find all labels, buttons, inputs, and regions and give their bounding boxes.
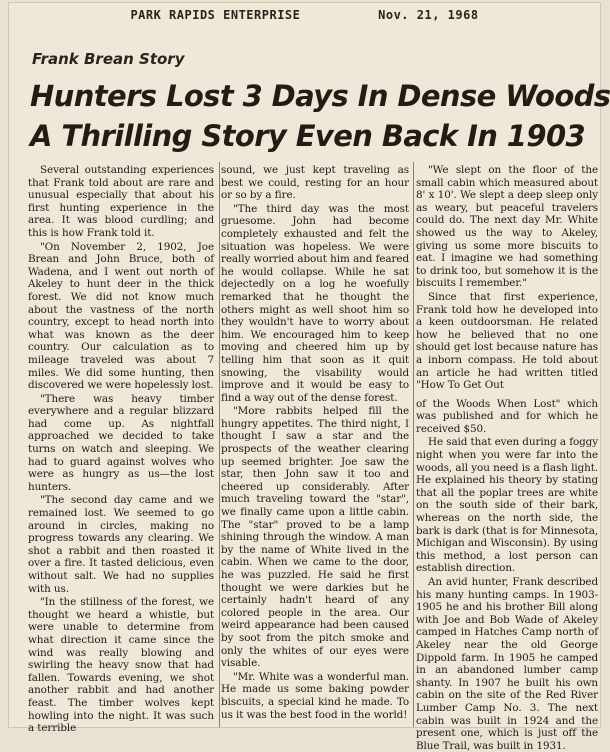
headline-line-1: Hunters Lost 3 Days In Dense Woods xyxy=(30,79,610,113)
paragraph: Several outstanding experiences that Frank told about are rare and unusual especially that about his first hunting experience in the area. It was blood curdling; and this is how Frank told it. xyxy=(28,164,214,239)
column-1 xyxy=(28,164,214,735)
paragraph: "The second day came and we remained lost. We seemed to go around in circles, making no progress towards any clearing. We shot a rabbit and then roasted it over a fire. It tasted delicious, even without salt. We had no supplies with us. xyxy=(28,494,214,595)
paragraph: "There was heavy timber everywhere and a regular blizzard had come up. As nightfall approached we decided to take turns on watch and sleeping. We had to guard against wolves who were as hungry as us—the lost hunters. xyxy=(28,392,214,493)
paragraph: "We slept on the floor of the small cabin which measured about 8' x 10'. We slept a deep sleep only as weary, but peaceful travelers could do. The next day Mr. White showed us the way to Akeley, giving us some more biscuits to eat. I imagine we had something to drink too, but somehow it is the biscuits I remember." xyxy=(416,164,598,290)
paragraph: of the Woods When Lost" which was published and for which he received $50. xyxy=(416,397,598,435)
paragraph: "The third day was the most gruesome. John had become completely exhausted and felt the situation was hopeless. We were really worried about him and feared he would collapse. While he sat dejectedly on a log he woefully remarked that he thought the others might as well shoot him so they wouldn't have to worry about him. We encouraged him to keep moving and cheered him up by telling him that soon as it quit snowing, the visability would improve and it would be easy to find a way out of the dense forest. xyxy=(221,202,409,404)
paragraph: sound, we just kept traveling as best we could, resting for an hour or so by a fire. xyxy=(221,164,409,202)
masthead xyxy=(8,8,601,22)
column-2 xyxy=(221,164,409,724)
article-body xyxy=(18,164,600,752)
paragraph: "In the stillness of the forest, we thought we heard a whistle, but were unable to determine from what direction it came since the wind was really blowing and swirling the heavy snow that had fallen. Towards evening, we shot another rabbit and had another feast. The timber wolves kept howling into the night. It was such a terrible xyxy=(28,596,214,735)
paragraph: "Mr. White was a wonderful man. He made us some baking powder biscuits, a special kind he made. To us it was the best food in the world! xyxy=(221,670,409,721)
publication-date: Nov. 21, 1968 xyxy=(378,8,479,22)
paper-name: PARK RAPIDS ENTERPRISE xyxy=(130,8,301,22)
paragraph: "On November 2, 1902, Joe Brean and John Bruce, both of Wadena, and I went out north of Akeley to hunt deer in the thick forest. We did not know much about the vastness of the north country, except to head north into what was known as the deer country. Our calculation as to mileage traveled was about 7 miles. We did some hunting, then discovered we were hopelessly lost. xyxy=(28,240,214,392)
column-3 xyxy=(416,164,598,752)
kicker: Frank Brean Story xyxy=(32,50,185,68)
paragraph: Since that first experience, Frank told how he developed into a keen outdoorsman. He related how he believed that no one should get lost because nature has a inborn compass. He told about an article he had written titled "How To Get Out xyxy=(416,290,598,392)
paragraph: He said that even during a foggy night when you were far into the woods, all you need is a flash light. He explained his theory by stating that all the poplar trees are white on the south side of their bark, whereas on the north side, the bark is dark (that is for Minnesota, Michigan and Wisconsin). By using this method, a lost person can establish direction. xyxy=(416,436,598,575)
paragraph: "More rabbits helped fill the hungry appetites. The third night, I thought I saw a star and the prospects of the weather clearing up seemed brighter. Joe saw the star, then John saw it too and cheered up considerably. After much traveling toward the "star", we finally came upon a little cabin. The "star" proved to be a lamp shining through the window. A man by the name of White lived in the cabin. When we came to the door, he was puzzled. He said he first thought we were darkies but he certainly hadn't heard of any colored people in the area. Our weird appearance had been caused by soot from the pitch smoke and only the whites of our eyes were visable. xyxy=(221,405,409,670)
paragraph: An avid hunter, Frank described his many hunting camps. In 1903-1905 he and his brother Bill along with Joe and Bob Wade of Akeley camped in Hatches Camp north of Akeley near the old George Dippold farm. In 1905 he camped in an abandoned lumber camp shanty. In 1907 he built his own cabin on the site of the Red River Lumber Camp No. 3. The next cabin was built in 1924 and the present one, which is just off the Blue Trail, was built in 1931. xyxy=(416,576,598,752)
headline-line-2: A Thrilling Story Even Back In 1903 xyxy=(30,119,586,153)
newspaper-clipping xyxy=(8,2,610,752)
